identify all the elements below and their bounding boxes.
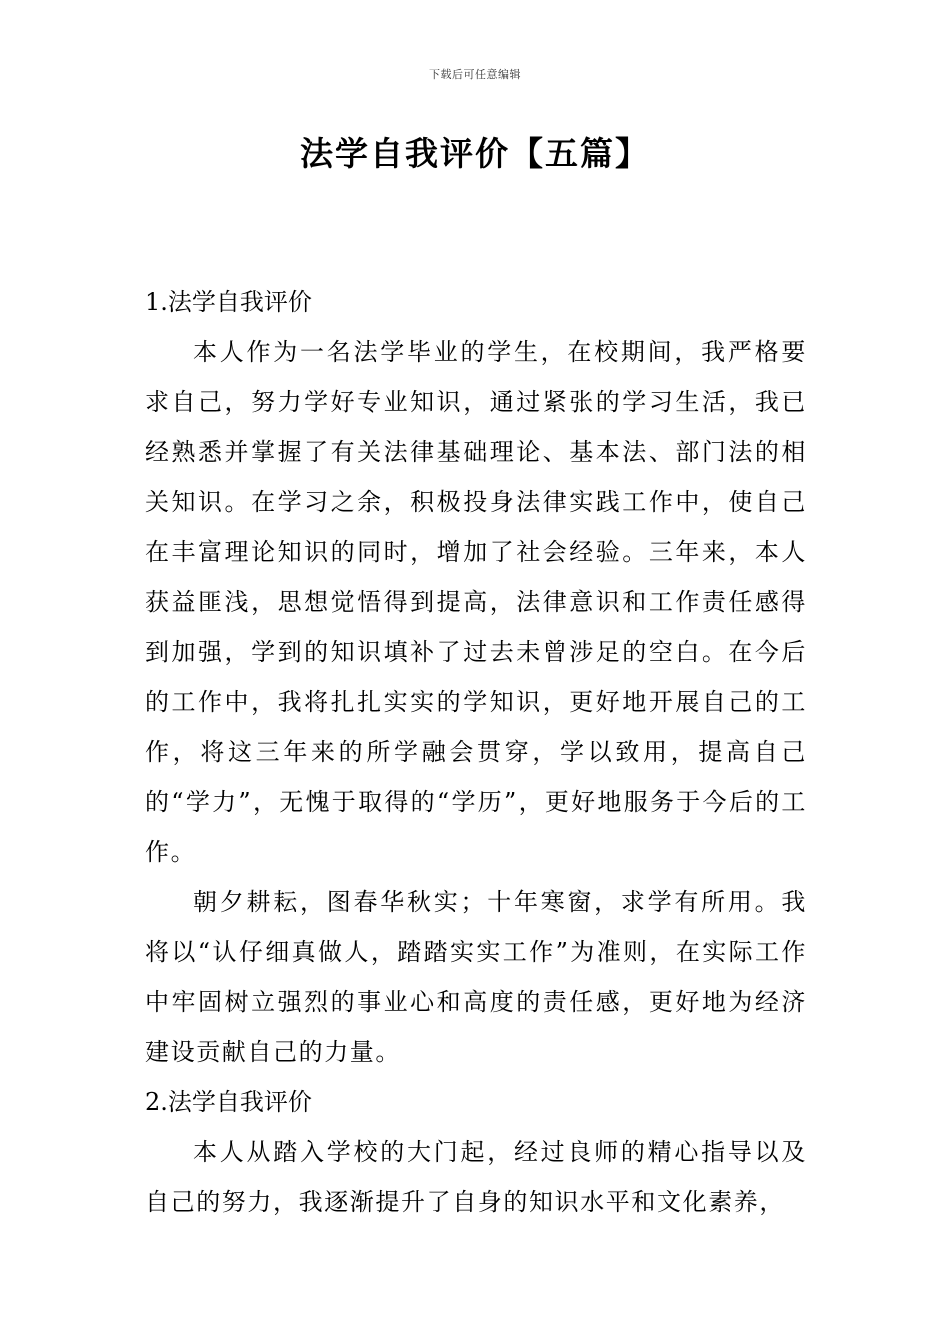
document-title: 法学自我评价【五篇】 — [300, 134, 650, 173]
section-heading-2: 2.法学自我评价 — [145, 1088, 312, 1116]
section-heading-1: 1.法学自我评价 — [145, 288, 312, 316]
paragraph-2-1: 本人从踏入学校的大门起，经过良师的精心指导以及自己的努力，我逐渐提升了自身的知识水平和文化素养， — [145, 1138, 807, 1216]
paragraph-1-2: 朝夕耕耘，图春华秋实；十年寒窗，求学有所用。我将以“认仔细真做人，踏踏实实工作”为准则，在实际工作中牢固树立强烈的事业心和高度的责任感，更好地为经济建设贡献自己的力量。 — [145, 888, 807, 1066]
document-body — [145, 277, 807, 1227]
download-note: 下载后可任意编辑 — [429, 68, 521, 81]
paragraph-1-1: 本人作为一名法学毕业的学生，在校期间，我严格要求自己，努力学好专业知识，通过紧张的学习生活，我已经熟悉并掌握了有关法律基础理论、基本法、部门法的相关知识。在学习之余，积极投身法律实践工作中，使自己在丰富理论知识的同时，增加了社会经验。三年来，本人获益匪浅，思想觉悟得到提高，法律意识和工作责任感得到加强，学到的知识填补了过去未曾涉足的空白。在今后的工作中，我将扎扎实实的学知识，更好地开展自己的工作，将这三年来的所学融会贯穿，学以致用，提高自己的“学力”，无愧于取得的“学历”，更好地服务于今后的工作。 — [145, 338, 807, 866]
